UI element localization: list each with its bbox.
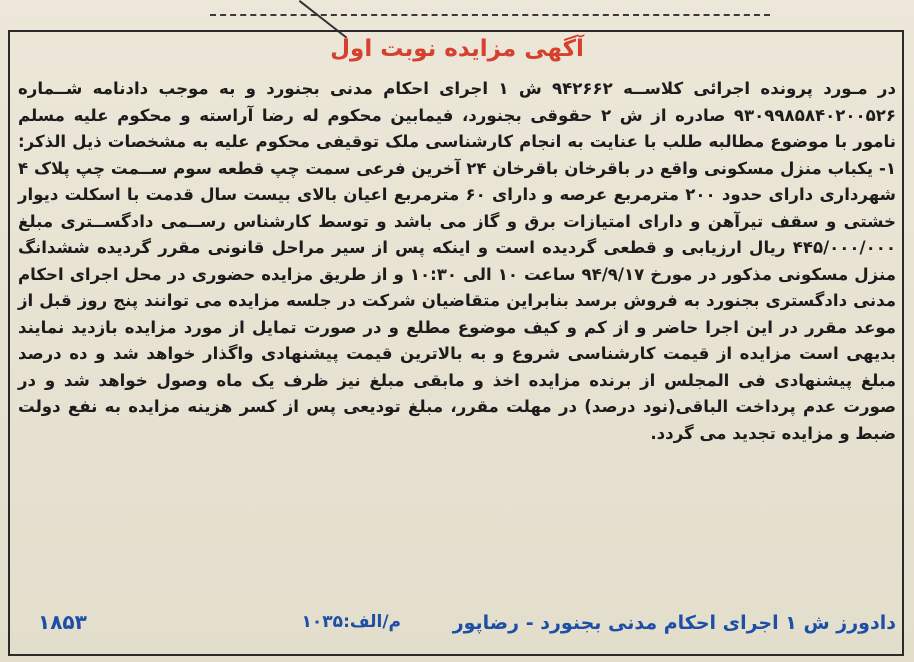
notice-code: ۱۸۵۳ (38, 610, 87, 634)
top-separator (210, 14, 770, 16)
reference-number: م/الف:۱۰۳۵ (301, 612, 401, 632)
notice-footer (18, 608, 896, 642)
notice-body: در مـورد پرونده اجرائی کلاســه ۹۴۲۶۶۲ ش ۱ اجرای احکام مدنی بجنورد و به موجب دادنامه شــماره ۹۳۰۹۹۸۵۸۴۰۲۰۰۵۲۶ صادره از ش ۲ حقوقی بجنورد، فیمابین محکوم له رضا آراسته و محکوم علیه مسلم نامور با موضوع مطالبه طلب با عنایت به انجام کارشناسی ملک توقیفی محکوم علیه به مشخصات ذیل الذکر: ۱- یکباب منزل مسکونی واقع در باقرخان باقرخان ۲۴ آخرین فرعی سمت چپ قطعه سوم ســمت چپ پلاک ۴ شهرداری دارای حدود ۲۰۰ مترمربع عرصه و دارای ۶۰ مترمربع اعیان بالای بیست سال قدمت با اسکلت دیوار خشتی و سقف تیرآهن و دارای امتیازات برق و گاز می باشد و توسط کارشناس رســمی دادگســتری مبلغ ۴۴۵/۰۰۰/۰۰۰ ریال ارزیابی و قطعی گردیده است و اینکه پس از سیر مراحل قانونی مقرر گردیده ششدانگ منزل مسکونی مذکور در مورخ ۹۴/۹/۱۷ ساعت ۱۰ الی ۱۰:۳۰ و از طریق مزایده حضوری در محل اجرای احکام مدنی دادگستری بجنورد به فروش برسد بنابراین متقاضیان شرکت در جلسه مزایده می توانند پنج روز قبل از موعد مقرر در این اجرا حاضر و از کم و کیف موضوع مطلع و در صورت تمایل از مورد مزایده بازدید نمایند بدیهی است مزایده از قیمت کارشناسی شروع و به بالاترین قیمت پیشنهادی واگذار خواهد شد و ده درصد مبلغ پیشنهادی فی المجلس از برنده مزایده اخذ و مابقی مبلغ نیز ظرف یک ماه وصول خواهد شد و در صورت عدم پرداخت الباقی(نود درصد) در مهلت مقرر، مبلغ تودیعی پس از کسر هزینه مزایده به نفع دولت ضبط و مزایده تجدید می گردد. (18, 79, 897, 443)
signature-line: دادورز ش ۱ اجرای احکام مدنی بجنورد - رضاپور (452, 612, 896, 634)
notice-title: آگهی مزایده نوبت اول (330, 36, 584, 62)
